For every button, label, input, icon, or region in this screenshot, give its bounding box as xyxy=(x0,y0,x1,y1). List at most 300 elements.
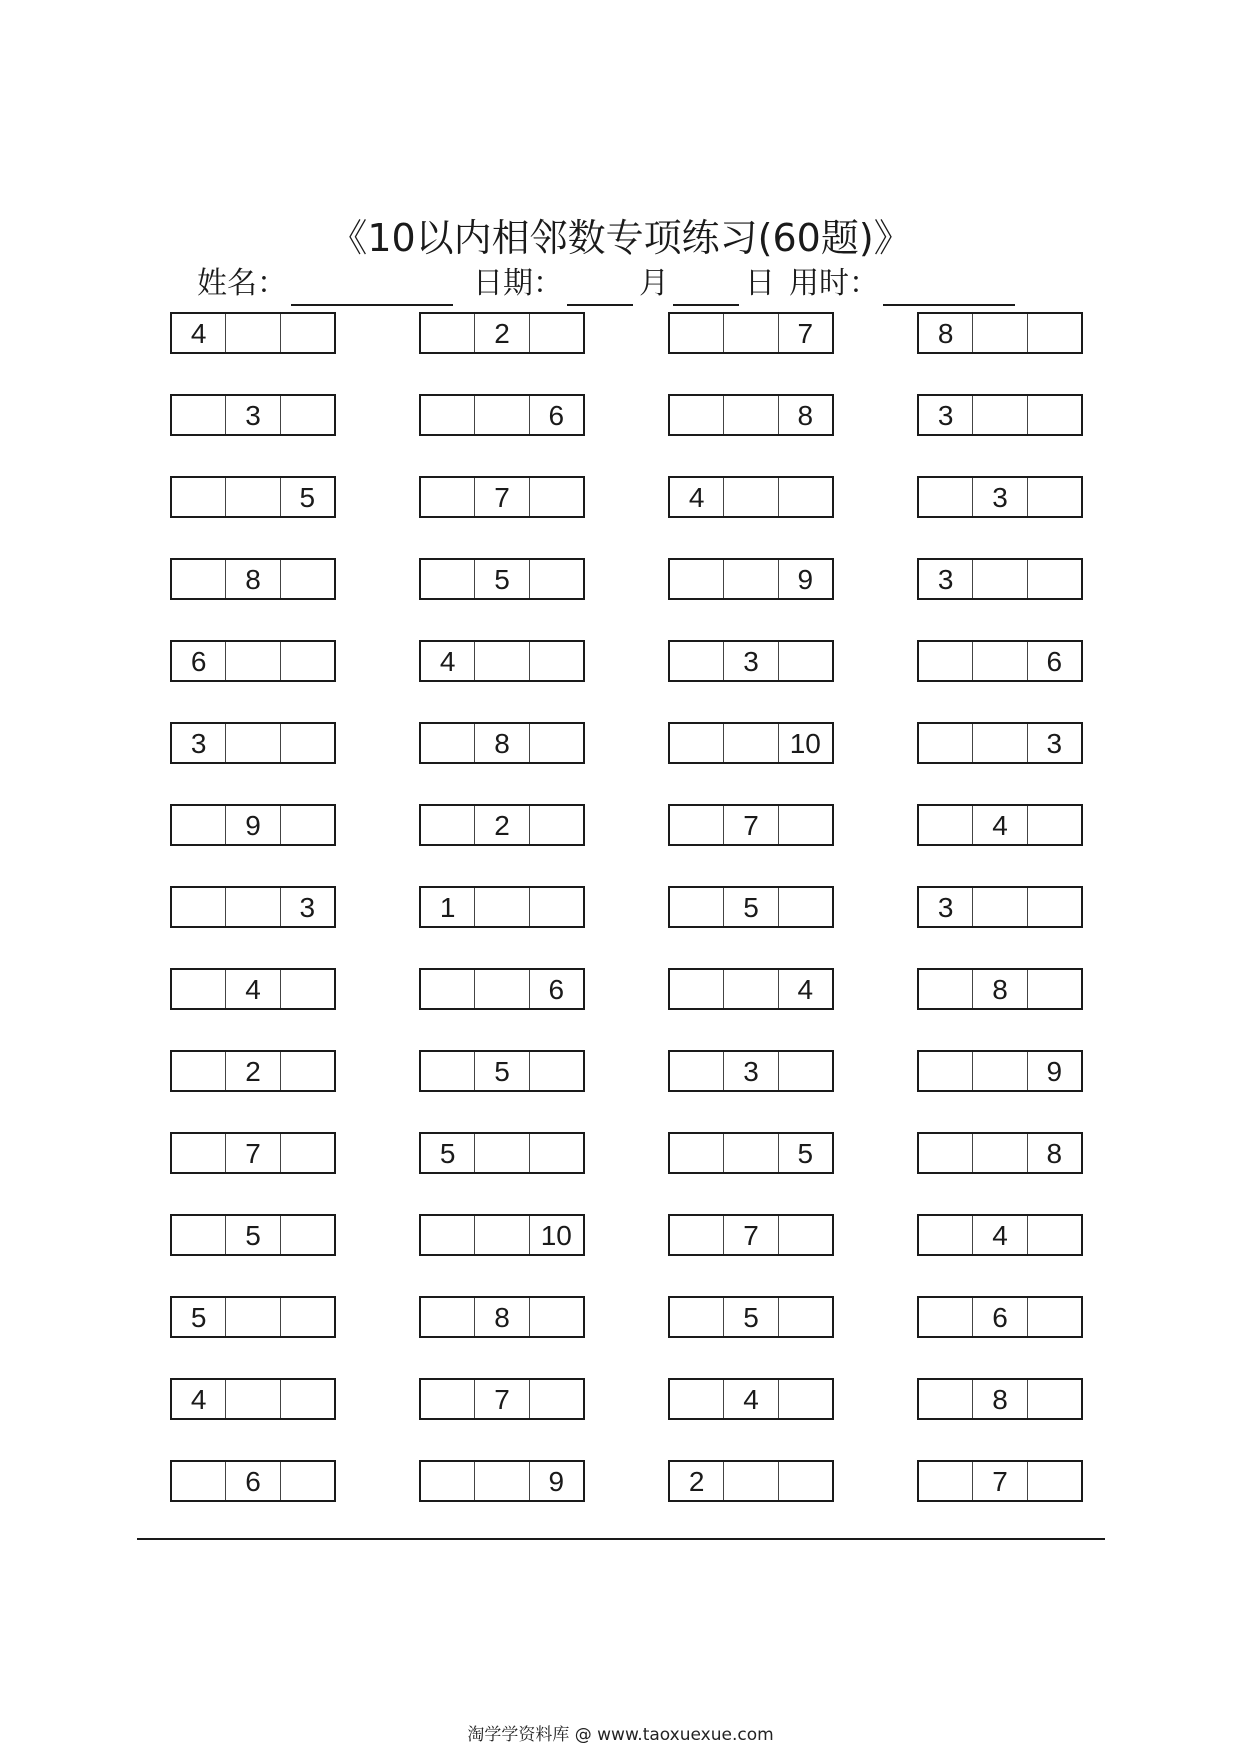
answer-box[interactable] xyxy=(1027,1462,1081,1500)
answer-box[interactable] xyxy=(1027,396,1081,434)
exercise-item xyxy=(917,968,1083,1010)
answer-box[interactable] xyxy=(280,970,334,1008)
answer-box[interactable] xyxy=(670,1380,723,1418)
answer-box[interactable] xyxy=(1027,478,1081,516)
exercise-item xyxy=(668,1132,834,1174)
given-number-box xyxy=(919,560,972,598)
answer-box[interactable] xyxy=(172,396,225,434)
divider-line xyxy=(137,1538,1105,1540)
given-number: 6 xyxy=(548,400,565,431)
exercise-item xyxy=(668,394,834,436)
given-number-box xyxy=(778,560,832,598)
answer-box[interactable] xyxy=(529,888,583,926)
given-number: 7 xyxy=(797,318,814,349)
answer-box[interactable] xyxy=(474,642,528,680)
page-title: 《10以内相邻数专项练习(60题)》 xyxy=(329,216,912,260)
given-number-box xyxy=(972,1380,1026,1418)
answer-box[interactable] xyxy=(421,396,474,434)
exercise-item xyxy=(668,1296,834,1338)
name-label: 姓名： xyxy=(197,266,287,301)
given-number: 3 xyxy=(937,892,954,923)
given-number-box xyxy=(972,1462,1026,1500)
exercise-item xyxy=(668,476,834,518)
exercise-grid xyxy=(170,312,1083,1502)
exercise-item xyxy=(170,476,336,518)
given-number-box xyxy=(778,314,832,352)
answer-box[interactable] xyxy=(225,478,279,516)
answer-box[interactable] xyxy=(172,1052,225,1090)
given-number: 1 xyxy=(439,892,456,923)
answer-box[interactable] xyxy=(529,1052,583,1090)
month-label: 月 xyxy=(639,266,669,301)
answer-box[interactable] xyxy=(919,642,972,680)
given-number-box xyxy=(670,1462,723,1500)
exercise-item xyxy=(419,476,585,518)
given-number: 7 xyxy=(245,1138,261,1169)
exercise-item xyxy=(419,968,585,1010)
answer-box[interactable] xyxy=(225,642,279,680)
answer-box[interactable] xyxy=(919,724,972,762)
given-number: 10 xyxy=(789,728,821,759)
answer-box[interactable] xyxy=(172,478,225,516)
given-number: 6 xyxy=(245,1466,261,1497)
answer-box[interactable] xyxy=(670,888,723,926)
given-number-box xyxy=(919,396,972,434)
given-number: 5 xyxy=(190,1302,207,1333)
answer-box[interactable] xyxy=(280,724,334,762)
exercise-item xyxy=(419,722,585,764)
exercise-item xyxy=(668,640,834,682)
given-number-box xyxy=(172,642,225,680)
answer-box[interactable] xyxy=(670,1298,723,1336)
given-number-box xyxy=(474,1298,528,1336)
answer-box[interactable] xyxy=(723,560,777,598)
answer-box[interactable] xyxy=(670,560,723,598)
given-number: 6 xyxy=(548,974,565,1005)
given-number: 9 xyxy=(797,564,814,595)
given-number-box xyxy=(474,314,528,352)
given-number: 7 xyxy=(494,1384,510,1415)
given-number: 8 xyxy=(992,974,1008,1005)
given-number: 8 xyxy=(494,728,510,759)
given-number: 8 xyxy=(1046,1138,1063,1169)
given-number: 6 xyxy=(992,1302,1008,1333)
answer-box[interactable] xyxy=(670,396,723,434)
exercise-item xyxy=(917,1214,1083,1256)
answer-box[interactable] xyxy=(972,314,1026,352)
given-number: 4 xyxy=(992,1220,1008,1251)
given-number: 3 xyxy=(190,728,207,759)
given-number-box xyxy=(421,888,474,926)
answer-box[interactable] xyxy=(529,478,583,516)
exercise-item xyxy=(668,1460,834,1502)
answer-box[interactable] xyxy=(421,1052,474,1090)
exercise-item xyxy=(917,804,1083,846)
answer-box[interactable] xyxy=(280,806,334,844)
exercise-item xyxy=(668,1214,834,1256)
exercise-item xyxy=(419,886,585,928)
answer-box[interactable] xyxy=(529,806,583,844)
given-number-box xyxy=(225,1216,279,1254)
given-number-box xyxy=(1027,642,1081,680)
answer-box[interactable] xyxy=(529,1298,583,1336)
given-number-box xyxy=(225,1052,279,1090)
answer-box[interactable] xyxy=(723,1462,777,1500)
exercise-item xyxy=(419,1378,585,1420)
exercise-item xyxy=(170,1460,336,1502)
given-number-box xyxy=(529,970,583,1008)
given-number-box xyxy=(225,970,279,1008)
answer-box[interactable] xyxy=(778,888,832,926)
given-number-box xyxy=(225,806,279,844)
given-number: 6 xyxy=(1046,646,1063,677)
answer-box[interactable] xyxy=(474,888,528,926)
given-number-box xyxy=(778,1134,832,1172)
given-number-box xyxy=(474,724,528,762)
given-number: 8 xyxy=(245,564,261,595)
exercise-item xyxy=(170,1214,336,1256)
given-number: 9 xyxy=(245,810,261,841)
exercise-item xyxy=(419,1296,585,1338)
exercise-item xyxy=(668,968,834,1010)
answer-box[interactable] xyxy=(972,560,1026,598)
given-number: 3 xyxy=(937,400,954,431)
given-number-box xyxy=(421,642,474,680)
exercise-item xyxy=(170,722,336,764)
answer-box[interactable] xyxy=(421,1298,474,1336)
answer-box[interactable] xyxy=(723,970,777,1008)
time-blank[interactable] xyxy=(883,270,1015,306)
answer-box[interactable] xyxy=(972,724,1026,762)
given-number: 4 xyxy=(190,1384,207,1415)
exercise-item xyxy=(917,1378,1083,1420)
answer-box[interactable] xyxy=(172,888,225,926)
answer-box[interactable] xyxy=(1027,806,1081,844)
exercise-item xyxy=(917,886,1083,928)
answer-box[interactable] xyxy=(723,724,777,762)
given-number: 5 xyxy=(494,1056,510,1087)
given-number: 8 xyxy=(937,318,954,349)
answer-box[interactable] xyxy=(280,1216,334,1254)
given-number: 4 xyxy=(439,646,456,677)
answer-box[interactable] xyxy=(778,478,832,516)
exercise-item xyxy=(170,394,336,436)
answer-box[interactable] xyxy=(670,1216,723,1254)
given-number: 8 xyxy=(494,1302,510,1333)
answer-box[interactable] xyxy=(1027,970,1081,1008)
given-number: 7 xyxy=(494,482,510,513)
exercise-item xyxy=(668,722,834,764)
given-number-box xyxy=(172,1380,225,1418)
given-number-box xyxy=(172,724,225,762)
exercise-item xyxy=(917,722,1083,764)
given-number: 10 xyxy=(540,1220,572,1251)
answer-box[interactable] xyxy=(778,806,832,844)
answer-box[interactable] xyxy=(225,1298,279,1336)
answer-box[interactable] xyxy=(280,1052,334,1090)
exercise-item xyxy=(668,1050,834,1092)
answer-box[interactable] xyxy=(919,478,972,516)
given-number: 7 xyxy=(743,810,759,841)
exercise-item xyxy=(419,1460,585,1502)
answer-box[interactable] xyxy=(670,1134,723,1172)
given-number: 2 xyxy=(688,1466,705,1497)
given-number: 3 xyxy=(743,1056,759,1087)
answer-box[interactable] xyxy=(919,1462,972,1500)
student-info-line xyxy=(197,262,1021,306)
exercise-item xyxy=(419,1214,585,1256)
answer-box[interactable] xyxy=(280,560,334,598)
answer-box[interactable] xyxy=(972,642,1026,680)
answer-box[interactable] xyxy=(529,314,583,352)
answer-box[interactable] xyxy=(421,1380,474,1418)
answer-box[interactable] xyxy=(919,806,972,844)
exercise-item xyxy=(419,804,585,846)
exercise-item xyxy=(917,640,1083,682)
given-number-box xyxy=(778,724,832,762)
given-number-box xyxy=(474,478,528,516)
given-number: 3 xyxy=(743,646,759,677)
answer-box[interactable] xyxy=(919,970,972,1008)
given-number-box xyxy=(280,888,334,926)
exercise-item xyxy=(917,1296,1083,1338)
given-number-box xyxy=(723,1298,777,1336)
answer-box[interactable] xyxy=(778,1380,832,1418)
answer-box[interactable] xyxy=(421,1462,474,1500)
given-number-box xyxy=(778,970,832,1008)
answer-box[interactable] xyxy=(172,560,225,598)
answer-box[interactable] xyxy=(421,970,474,1008)
given-number: 5 xyxy=(494,564,510,595)
answer-box[interactable] xyxy=(723,478,777,516)
given-number: 9 xyxy=(548,1466,565,1497)
answer-box[interactable] xyxy=(225,1380,279,1418)
day-blank[interactable] xyxy=(673,270,739,306)
answer-box[interactable] xyxy=(919,1134,972,1172)
given-number-box xyxy=(474,560,528,598)
answer-box[interactable] xyxy=(225,314,279,352)
answer-box[interactable] xyxy=(280,1134,334,1172)
answer-box[interactable] xyxy=(670,314,723,352)
answer-box[interactable] xyxy=(1027,1298,1081,1336)
answer-box[interactable] xyxy=(280,396,334,434)
given-number: 5 xyxy=(743,892,759,923)
answer-box[interactable] xyxy=(972,1134,1026,1172)
exercise-item xyxy=(668,886,834,928)
given-number: 5 xyxy=(299,482,316,513)
given-number: 7 xyxy=(743,1220,759,1251)
answer-box[interactable] xyxy=(529,1134,583,1172)
given-number: 4 xyxy=(743,1384,759,1415)
exercise-item xyxy=(170,558,336,600)
given-number-box xyxy=(421,1134,474,1172)
answer-box[interactable] xyxy=(172,1462,225,1500)
given-number: 8 xyxy=(992,1384,1008,1415)
answer-box[interactable] xyxy=(723,396,777,434)
given-number-box xyxy=(280,478,334,516)
given-number-box xyxy=(723,1380,777,1418)
answer-box[interactable] xyxy=(670,970,723,1008)
month-blank[interactable] xyxy=(567,270,633,306)
given-number: 5 xyxy=(245,1220,261,1251)
answer-box[interactable] xyxy=(778,642,832,680)
exercise-item xyxy=(170,1296,336,1338)
time-label: 用时： xyxy=(789,266,879,301)
given-number: 4 xyxy=(688,482,705,513)
answer-box[interactable] xyxy=(421,1216,474,1254)
given-number-box xyxy=(972,970,1026,1008)
answer-box[interactable] xyxy=(474,396,528,434)
given-number-box xyxy=(529,1462,583,1500)
exercise-item xyxy=(419,312,585,354)
answer-box[interactable] xyxy=(723,1134,777,1172)
given-number-box xyxy=(972,1298,1026,1336)
answer-box[interactable] xyxy=(280,1462,334,1500)
answer-box[interactable] xyxy=(778,1462,832,1500)
given-number: 2 xyxy=(245,1056,261,1087)
answer-box[interactable] xyxy=(1027,1380,1081,1418)
exercise-item xyxy=(170,640,336,682)
answer-box[interactable] xyxy=(172,1134,225,1172)
exercise-item xyxy=(668,804,834,846)
answer-box[interactable] xyxy=(529,642,583,680)
answer-box[interactable] xyxy=(225,724,279,762)
answer-box[interactable] xyxy=(172,806,225,844)
answer-box[interactable] xyxy=(421,806,474,844)
answer-box[interactable] xyxy=(421,314,474,352)
given-number: 3 xyxy=(992,482,1008,513)
given-number: 6 xyxy=(190,646,207,677)
exercise-item xyxy=(668,1378,834,1420)
answer-box[interactable] xyxy=(919,1380,972,1418)
answer-box[interactable] xyxy=(972,396,1026,434)
answer-box[interactable] xyxy=(670,642,723,680)
answer-box[interactable] xyxy=(474,1462,528,1500)
answer-box[interactable] xyxy=(670,1052,723,1090)
date-label: 日期： xyxy=(473,266,563,301)
answer-box[interactable] xyxy=(670,806,723,844)
given-number-box xyxy=(1027,724,1081,762)
answer-box[interactable] xyxy=(474,1216,528,1254)
given-number-box xyxy=(1027,1052,1081,1090)
exercise-item xyxy=(917,394,1083,436)
exercise-item xyxy=(917,312,1083,354)
answer-box[interactable] xyxy=(778,1216,832,1254)
answer-box[interactable] xyxy=(529,724,583,762)
answer-box[interactable] xyxy=(529,560,583,598)
answer-box[interactable] xyxy=(1027,1216,1081,1254)
answer-box[interactable] xyxy=(919,1216,972,1254)
given-number-box xyxy=(723,642,777,680)
day-label: 日 xyxy=(745,266,775,301)
answer-box[interactable] xyxy=(919,1298,972,1336)
given-number-box xyxy=(225,1462,279,1500)
name-blank[interactable] xyxy=(291,270,453,306)
given-number: 4 xyxy=(245,974,261,1005)
answer-box[interactable] xyxy=(280,1380,334,1418)
given-number-box xyxy=(972,806,1026,844)
exercise-item xyxy=(170,1378,336,1420)
given-number-box xyxy=(1027,1134,1081,1172)
exercise-item xyxy=(419,1050,585,1092)
exercise-item xyxy=(917,1050,1083,1092)
answer-box[interactable] xyxy=(1027,314,1081,352)
answer-box[interactable] xyxy=(474,970,528,1008)
given-number-box xyxy=(474,1052,528,1090)
answer-box[interactable] xyxy=(280,642,334,680)
answer-box[interactable] xyxy=(972,1052,1026,1090)
exercise-item xyxy=(419,558,585,600)
exercise-item xyxy=(170,1132,336,1174)
answer-box[interactable] xyxy=(1027,888,1081,926)
given-number: 5 xyxy=(743,1302,759,1333)
answer-box[interactable] xyxy=(280,1298,334,1336)
answer-box[interactable] xyxy=(172,1216,225,1254)
given-number-box xyxy=(529,1216,583,1254)
answer-box[interactable] xyxy=(972,888,1026,926)
given-number-box xyxy=(723,888,777,926)
given-number: 7 xyxy=(992,1466,1008,1497)
given-number-box xyxy=(474,1380,528,1418)
answer-box[interactable] xyxy=(421,478,474,516)
exercise-item xyxy=(170,312,336,354)
exercise-item xyxy=(170,804,336,846)
given-number: 8 xyxy=(797,400,814,431)
given-number-box xyxy=(972,478,1026,516)
given-number: 4 xyxy=(190,318,207,349)
exercise-item xyxy=(170,968,336,1010)
given-number-box xyxy=(919,314,972,352)
answer-box[interactable] xyxy=(172,970,225,1008)
answer-box[interactable] xyxy=(778,1052,832,1090)
given-number-box xyxy=(474,806,528,844)
given-number-box xyxy=(723,1216,777,1254)
answer-box[interactable] xyxy=(919,1052,972,1090)
given-number-box xyxy=(919,888,972,926)
answer-box[interactable] xyxy=(421,724,474,762)
given-number: 3 xyxy=(1046,728,1063,759)
exercise-item xyxy=(170,1050,336,1092)
footer-source: 淘学学资料库 @ www.taoxuexue.com xyxy=(467,1725,774,1745)
answer-box[interactable] xyxy=(225,888,279,926)
answer-box[interactable] xyxy=(529,1380,583,1418)
answer-box[interactable] xyxy=(474,1134,528,1172)
answer-box[interactable] xyxy=(1027,560,1081,598)
given-number-box xyxy=(225,396,279,434)
given-number-box xyxy=(723,1052,777,1090)
given-number: 2 xyxy=(494,318,510,349)
answer-box[interactable] xyxy=(723,314,777,352)
given-number-box xyxy=(972,1216,1026,1254)
exercise-item xyxy=(668,312,834,354)
answer-box[interactable] xyxy=(778,1298,832,1336)
given-number-box xyxy=(778,396,832,434)
given-number-box xyxy=(225,560,279,598)
exercise-item xyxy=(419,394,585,436)
given-number: 4 xyxy=(992,810,1008,841)
answer-box[interactable] xyxy=(280,314,334,352)
given-number: 3 xyxy=(299,892,316,923)
given-number: 5 xyxy=(439,1138,456,1169)
given-number-box xyxy=(670,478,723,516)
exercise-item xyxy=(419,640,585,682)
exercise-item xyxy=(419,1132,585,1174)
answer-box[interactable] xyxy=(421,560,474,598)
given-number: 4 xyxy=(797,974,814,1005)
given-number: 2 xyxy=(494,810,510,841)
exercise-item xyxy=(917,558,1083,600)
answer-box[interactable] xyxy=(670,724,723,762)
